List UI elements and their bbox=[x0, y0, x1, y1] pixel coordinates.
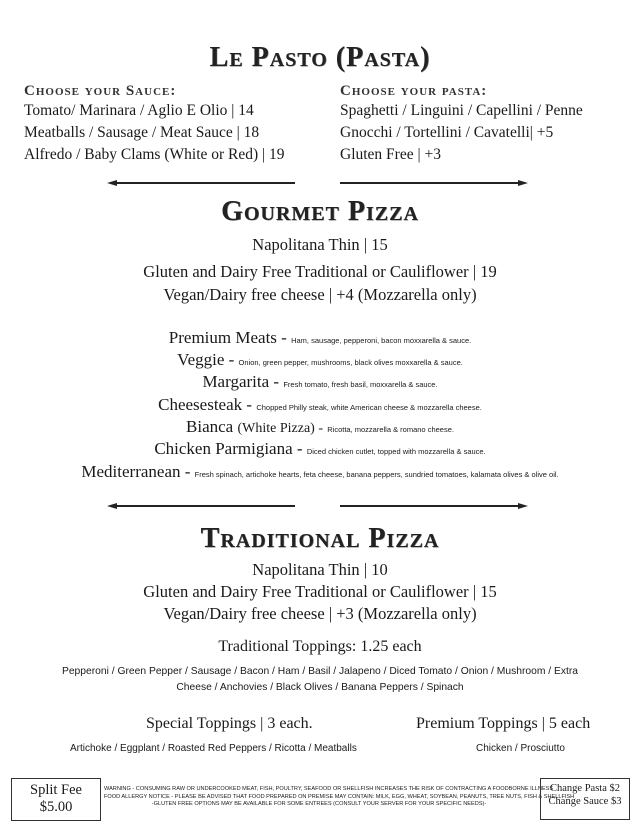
pizza-item bbox=[0, 372, 640, 392]
gourmet-base-line: Vegan/Dairy free cheese | +4 (Mozzarella only) bbox=[163, 285, 477, 304]
change-fees-box bbox=[540, 778, 630, 820]
sauce-line: Alfredo / Baby Clams (White or Red) | 19 bbox=[24, 146, 285, 163]
pizza-name: Veggie - bbox=[177, 350, 235, 369]
split-fee-price: $5.00 bbox=[39, 799, 73, 815]
pizza-item bbox=[0, 439, 640, 459]
pizza-item bbox=[0, 395, 640, 415]
pasta-line: Gluten Free | +3 bbox=[340, 146, 441, 163]
special-toppings-list: Artichoke / Eggplant / Roasted Red Peppers / Ricotta / Meatballs bbox=[70, 743, 357, 754]
sauce-heading: Choose your Sauce: bbox=[24, 83, 177, 99]
section-divider bbox=[115, 182, 295, 184]
split-fee-label: Split Fee bbox=[30, 782, 82, 798]
pizza-item bbox=[0, 462, 640, 482]
gourmet-base-line: Gluten and Dairy Free Traditional or Cauliflower | 19 bbox=[143, 262, 497, 281]
pizza-name: Premium Meats - bbox=[168, 328, 287, 347]
pizza-description: Ricotta, mozzarella & romano cheese. bbox=[327, 425, 454, 434]
section-divider bbox=[340, 505, 520, 507]
pizza-name: Chicken Parmigiana - bbox=[154, 439, 303, 458]
pizza-name: Margarita - bbox=[202, 372, 280, 391]
pizza-name: Bianca bbox=[186, 417, 234, 436]
pizza-name: Cheesesteak - bbox=[158, 395, 253, 414]
change-sauce-fee: Change Sauce $3 bbox=[548, 796, 622, 807]
traditional-base-line: Gluten and Dairy Free Traditional or Cauliflower | 15 bbox=[143, 582, 497, 601]
pasta-line: Gnocchi / Tortellini / Cavatelli| +5 bbox=[340, 124, 554, 141]
traditional-section-title: Traditional Pizza bbox=[200, 523, 440, 554]
gluten-free-line: -GLUTEN FREE OPTIONS MAY BE AVAILABLE FOR SOME ENTREES (CONSULT YOUR SERVER FOR YOUR SPECIFIC NEEDS)- bbox=[151, 801, 487, 807]
warning-line: WARNING - CONSUMING RAW OR UNDERCOOKED MEAT, FISH, POULTRY, SEAFOOD OR SHELLFISH INCREASES THE RISK OF CONTRACTING A FOODBORNE ILLNESS bbox=[104, 786, 554, 792]
traditional-toppings-heading: Traditional Toppings: 1.25 each bbox=[218, 638, 422, 655]
pizza-name-extra: (White Pizza) - bbox=[237, 421, 323, 436]
sauce-line: Tomato/ Marinara / Aglio E Olio | 14 bbox=[24, 102, 254, 119]
section-divider bbox=[340, 182, 520, 184]
pizza-description: Chopped Philly steak, white American cheese & mozzarella cheese. bbox=[256, 403, 482, 412]
pizza-item bbox=[0, 417, 640, 437]
food-safety-notice bbox=[104, 786, 575, 809]
traditional-toppings-list: Pepperoni / Green Pepper / Sausage / Bacon / Ham / Basil / Jalapeno / Diced Tomato / Onion / Mushroom / Extra bbox=[61, 666, 579, 677]
change-pasta-fee: Change Pasta $2 bbox=[550, 783, 620, 794]
pizza-description: Onion, green pepper, mushrooms, black olives moxxarella & sauce. bbox=[238, 358, 463, 367]
pizza-description: Fresh tomato, fresh basil, moxxarella & sauce. bbox=[283, 380, 438, 389]
split-fee-box bbox=[11, 778, 101, 821]
premium-toppings-list: Chicken / Prosciutto bbox=[476, 743, 565, 754]
gourmet-section-title: Gourmet Pizza bbox=[221, 196, 419, 227]
sauce-line: Meatballs / Sausage / Meat Sauce | 18 bbox=[24, 124, 260, 141]
pasta-heading: Choose your pasta: bbox=[340, 83, 488, 99]
pasta-line: Spaghetti / Linguini / Capellini / Penne bbox=[340, 102, 583, 119]
premium-toppings-heading: Premium Toppings | 5 each bbox=[416, 715, 591, 732]
pasta-section-title: Le Pasto (Pasta) bbox=[209, 42, 431, 73]
pizza-description: Fresh spinach, artichoke hearts, feta cheese, banana peppers, sundried tomatoes, kalamata olives & olive oil. bbox=[194, 470, 559, 479]
pizza-item bbox=[0, 350, 640, 370]
pizza-item bbox=[0, 328, 640, 348]
gourmet-base-line: Napolitana Thin | 15 bbox=[252, 235, 388, 254]
traditional-toppings-list: Cheese / Anchovies / Black Olives / Banana Peppers / Spinach bbox=[176, 682, 464, 693]
pizza-description: Ham, sausage, pepperoni, bacon moxxarella & sauce. bbox=[291, 336, 472, 345]
section-divider bbox=[115, 505, 295, 507]
traditional-base-line: Napolitana Thin | 10 bbox=[252, 560, 388, 579]
pizza-name: Mediterranean - bbox=[81, 462, 191, 481]
pizza-description: Diced chicken cutlet, topped with mozzarella & sauce. bbox=[306, 447, 486, 456]
traditional-base-line: Vegan/Dairy free cheese | +3 (Mozzarella only) bbox=[163, 604, 477, 623]
special-toppings-heading: Special Toppings | 3 each. bbox=[146, 715, 313, 732]
allergy-line: FOOD ALLERGY NOTICE - PLEASE BE ADVISED THAT FOOD PREPARED ON PREMISE MAY CONTAIN: MILK, EGG, WHEAT, SOYBEAN, PEANUTS, TREE NUTS, FISH & SHELLFISH bbox=[104, 793, 575, 800]
